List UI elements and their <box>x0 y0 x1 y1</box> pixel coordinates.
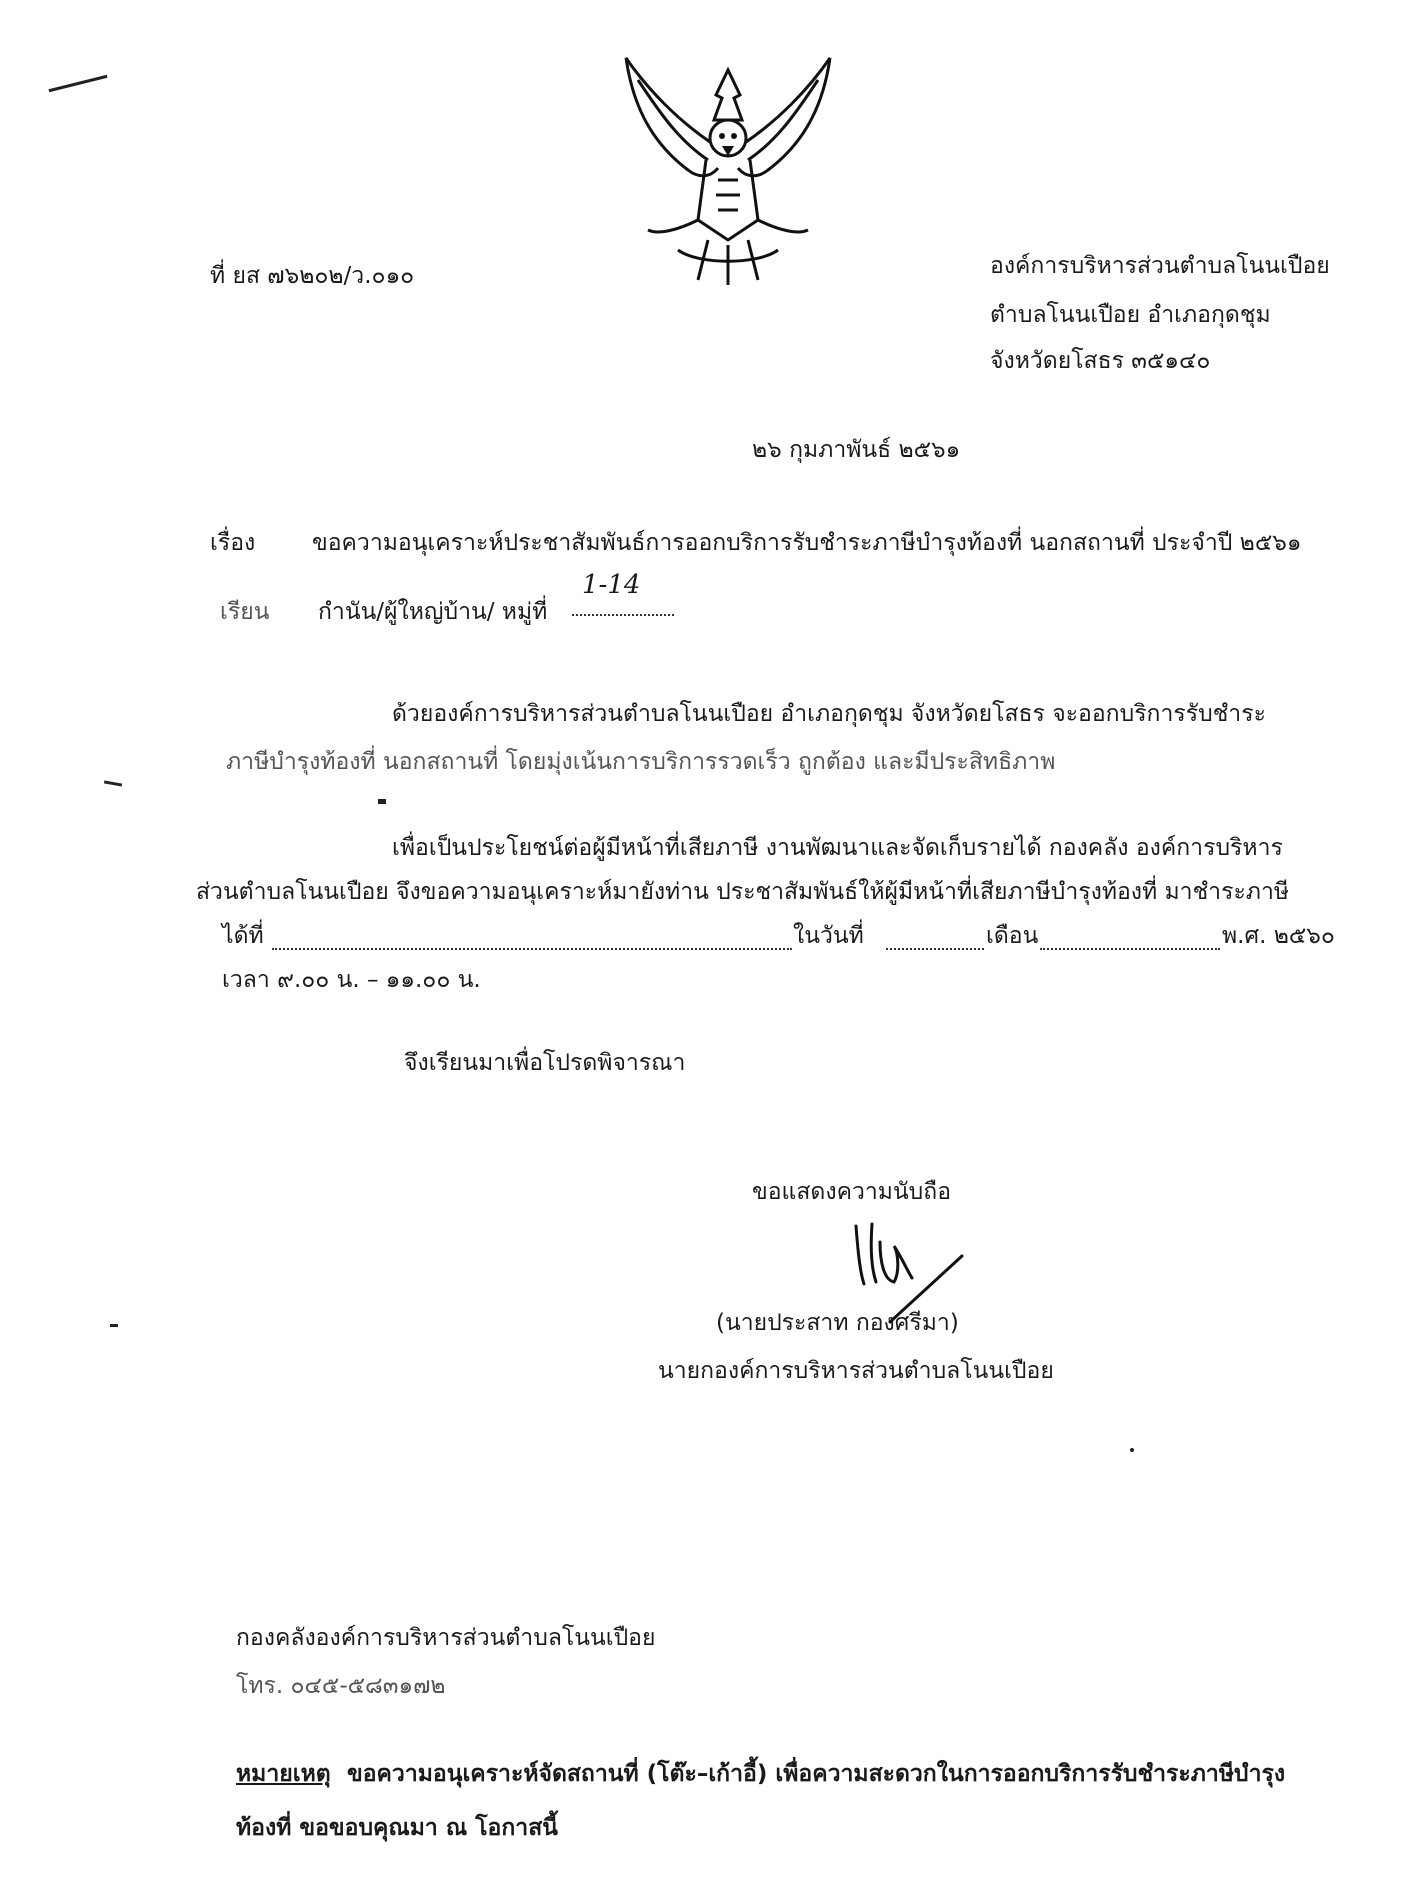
signatory-position: นายกองค์การบริหารส่วนตำบลโนนเปือย <box>658 1358 1054 1384</box>
paragraph1-line2: ภาษีบำรุงท้องที่ นอกสถานที่ โดยมุ่งเน้นการบริการรวดเร็ว ถูกต้อง และมีประสิทธิภาพ <box>226 749 1056 775</box>
subject-label: เรื่อง <box>210 530 256 556</box>
organization-address-line2: จังหวัดยโสธร ๓๕๑๔๐ <box>990 348 1211 374</box>
subject-text: ขอความอนุเคราะห์ประชาสัมพันธ์การออกบริการรับชำระภาษีบำรุงท้องที่ นอกสถานที่ ประจำปี ๒๕๖๑ <box>312 530 1302 556</box>
scan-mark <box>104 780 122 786</box>
closing-request: จึงเรียนมาเพื่อโปรดพิจารณา <box>404 1050 686 1076</box>
fill-day-label: ในวันที่ <box>793 923 864 949</box>
fill-month-field <box>1040 922 1220 950</box>
department-phone: โทร. ๐๔๕-๕๘๓๑๗๒ <box>236 1673 446 1699</box>
note-line1: ขอความอนุเคราะห์จัดสถานที่ (โต๊ะ–เก้าอี้) เพื่อความสะดวกในการออกบริการรับชำระภาษีบำรุง <box>347 1761 1286 1787</box>
paragraph2-line2: ส่วนตำบลโนนเปือย จึงขอความอนุเคราะห์มายังท่าน ประชาสัมพันธ์ให้ผู้มีหน้าที่เสียภาษีบำรุงท้องที่ มาชำระภาษี <box>196 879 1290 905</box>
scan-mark <box>110 1324 118 1327</box>
reference-number: ที่ ยส ๗๖๒๐๒/ว.๐๑๐ <box>210 263 415 289</box>
fill-day-field <box>886 922 984 950</box>
recipient-label: เรียน <box>220 599 270 625</box>
scan-dot <box>1130 1448 1134 1452</box>
signatory-name: (นายประสาท กองศรีมา) <box>716 1310 959 1336</box>
organization-name: องค์การบริหารส่วนตำบลโนนเปือย <box>990 253 1330 279</box>
scan-mark <box>378 799 386 804</box>
paragraph1-line1: ด้วยองค์การบริหารส่วนตำบลโนนเปือย อำเภอกุดชุม จังหวัดยโสธร จะออกบริการรับชำระ <box>392 701 1266 727</box>
note-label: หมายเหตุ <box>236 1761 331 1787</box>
fill-location-label: ได้ที่ <box>222 923 264 949</box>
fill-location-field <box>272 922 792 950</box>
paragraph2-line1: เพื่อเป็นประโยชน์ต่อผู้มีหน้าที่เสียภาษี งานพัฒนาและจัดเก็บรายได้ กองคลัง องค์การบริหาร <box>392 835 1283 861</box>
fill-month-label: เดือน <box>986 923 1039 949</box>
time-range: เวลา ๙.๐๐ น. – ๑๑.๐๐ น. <box>222 967 481 993</box>
complimentary-close: ขอแสดงความนับถือ <box>752 1179 952 1205</box>
recipient-text: กำนัน/ผู้ใหญ่บ้าน/ หมู่ที่ <box>318 599 548 625</box>
document-date: ๒๖ กุมภาพันธ์ ๒๕๖๑ <box>752 437 961 463</box>
fill-year: พ.ศ. ๒๕๖๐ <box>1222 923 1335 949</box>
recipient-village-handwritten: 1-14 <box>582 570 641 600</box>
department-name: กองคลังองค์การบริหารส่วนตำบลโนนเปือย <box>236 1625 656 1651</box>
organization-address-line1: ตำบลโนนเปือย อำเภอกุดชุม <box>990 302 1271 328</box>
scan-mark <box>49 75 108 92</box>
note-line2: ท้องที่ ขอขอบคุณมา ณ โอกาสนี้ <box>236 1815 558 1841</box>
garuda-emblem-icon <box>618 50 838 290</box>
